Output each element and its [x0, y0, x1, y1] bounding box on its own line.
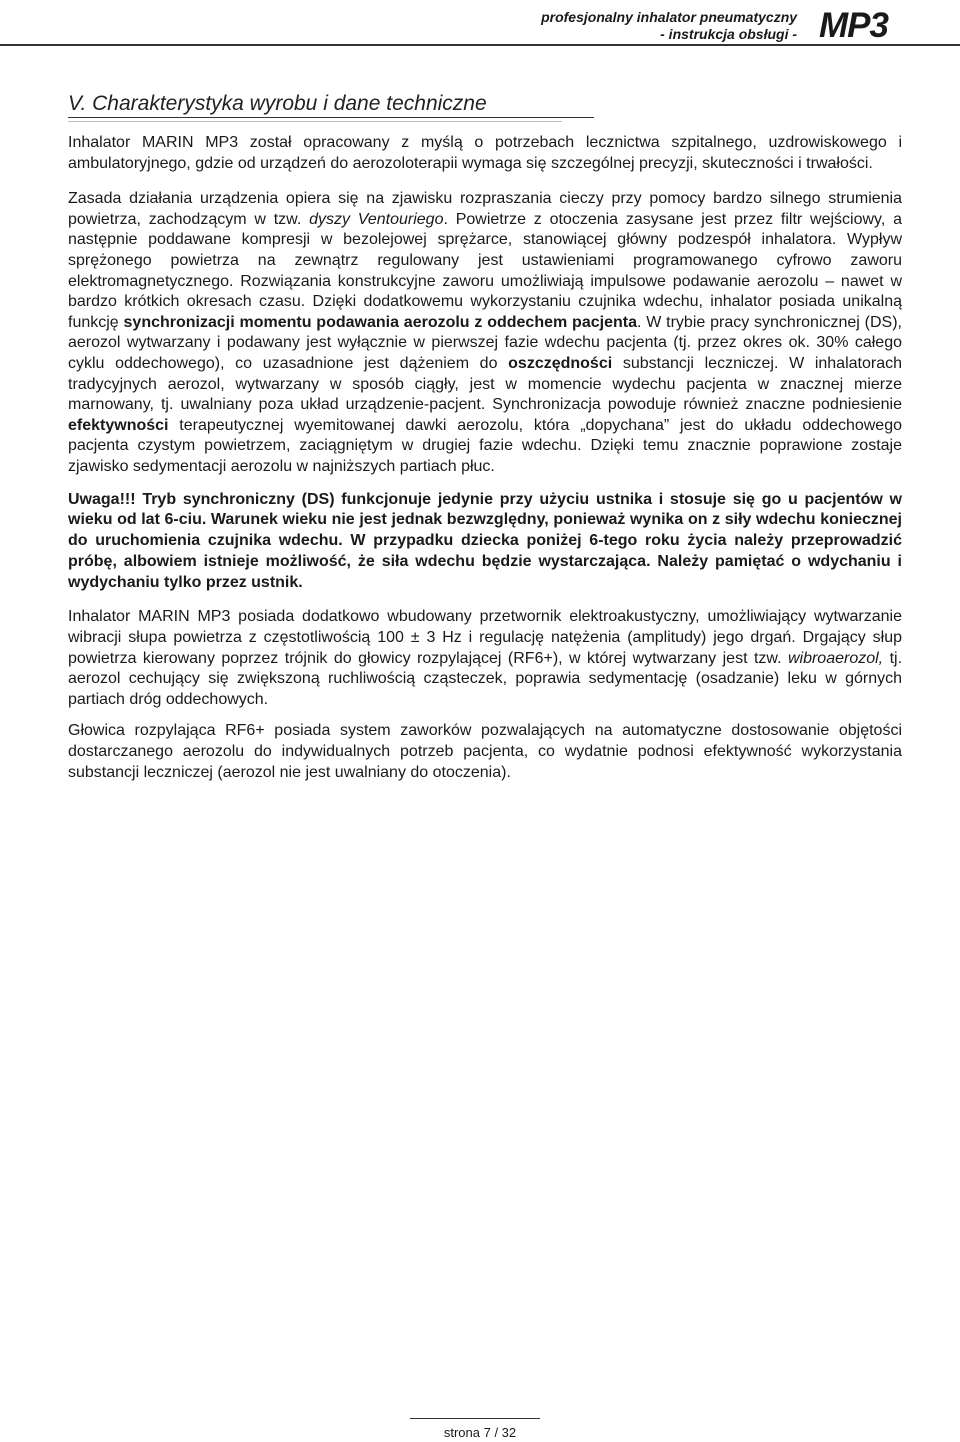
product-code: MP3: [819, 6, 888, 45]
paragraph-nebulizer-head: Głowica rozpylająca RF6+ posiada system zaworków pozwalających na automatyczne dostosowanie objętości dostarczanego aerozolu do indywidualnych potrzeb pacjenta, co wydatnie podnosi efektywność wykorzystania substancji leczniczej (aerozol nie jest uwalniany do otoczenia).: [68, 722, 902, 781]
bold-term: oszczędności: [508, 354, 613, 372]
bold-term: synchronizacji momentu podawania aerozolu z oddechem pacjenta: [123, 313, 637, 331]
page-header: [541, 6, 888, 46]
italic-term: wibroaerozol,: [787, 649, 884, 667]
header-line-1: profesjonalny inhalator pneumatyczny: [541, 9, 798, 25]
page-number: strona 7 / 32: [443, 1425, 517, 1440]
text-span: terapeutycznej wyemitowanej dawki aerozolu, która „dopychana” jest do układu oddechowego pacjenta czystym powietrzem, zaciągniętym w drugiej fazie wdechu. Dzięki temu znacznie poprawione zostaje zjawisko sedymentacji aerozolu w najniższych partiach płuc.: [68, 416, 902, 475]
paragraph-vibration: [68, 607, 902, 710]
header-line-2: - instrukcja obsługi -: [660, 26, 798, 42]
section-title: V. Charakterystyka wyrobu i dane techniczne: [68, 92, 594, 118]
title-divider: [68, 121, 562, 122]
footer-divider: [410, 1418, 540, 1419]
warning-paragraph: Uwaga!!! Tryb synchroniczny (DS) funkcjonuje jedynie przy użyciu ustnika i stosuje się go u pacjentów w wieku od lat 6-ciu. Warunek wieku nie jest jednak bezwzględny, ponieważ wynika on z siły wdechu koniecznej do uruchomienia czujnika wdechu. W przypadku dziecka poniżej 6-tego roku życia należy przeprowadzić próbę, albowiem istnieje możliwość, że siła wdechu będzie wystarczająca. Należy pamiętać o wdychaniu i wydychaniu tylko przez ustnik.: [68, 490, 902, 591]
text-span: substancji leczniczej. W inhalatorach tradycyjnych aerozol, wytwarzany w sposób ciągły, jest w momencie wydechu pacjenta w znacznej mierze marnowany, tj. uwalniany poza układ urządzenie-pacjent. Synchronizacja powoduje również znaczne podniesienie: [68, 354, 902, 414]
italic-term: dyszy Ventouriego: [309, 210, 444, 228]
text-span: . W trybie pracy synchronicznej (DS), aerozol wytwarzany i podawany jest wyłącznie w pierwszej fazie wdechu pacjenta (tj. przez okres ok. 30% całego cyklu oddechowego), co uzasadnione jest dążeniem do: [68, 313, 903, 372]
text-span: . Powietrze z otoczenia zasysane jest przez filtr wejściowy, a następnie poddawane kompresji w bezolejowej sprężarce, stanowiącej główny podzespół inhalatora. Wypływ sprężonego powietrza na zewnątrz regulowany jest ustawieniami programowanego cyfrowo zaworu elektromagnetycznego. Rozwiązania konstrukcyjne zaworu umożliwiają impulsowe podawanie aerozolu – nawet w bardzo krótkich okresach czasu. Dzięki dodatkowemu wykorzystaniu czujnika wdechu, inhalator posiada unikalną funkcję: [68, 210, 903, 331]
bold-term: efektywności: [68, 416, 169, 434]
paragraph-principle: [68, 189, 902, 477]
paragraph-intro: Inhalator MARIN MP3 został opracowany z myślą o potrzebach lecznictwa szpitalnego, uzdrowiskowego i ambulatoryjnego, gdzie od urządzeń do aerozoloterapii wymaga się szczególnej precyzji, skuteczności i trwałości.: [68, 134, 902, 172]
text-span: Inhalator MARIN MP3 posiada dodatkowo wbudowany przetwornik elektroakustyczny, umożliwiający wytwarzanie wibracji słupa powietrza z częstotliwością 100 ± 3 Hz i regulację natężenia (amplitudy) jego drgań. Drgający słup powietrza kierowany poprzez trójnik do głowicy rozpylającej (RF6+), w której wytwarzany jest tzw.: [68, 608, 902, 667]
text-span: tj. aerozol cechujący się zwiększoną ruchliwością cząsteczek, poprawia sedymentację (osadzanie) leku w górnych partiach dróg oddechowych.: [68, 649, 903, 708]
header-subtitle: [541, 9, 797, 43]
text-span: Zasada działania urządzenia opiera się na zjawisku rozpraszania cieczy przy pomocy bardzo silnego strumienia powietrza, zachodzącym w tzw.: [68, 190, 902, 228]
document-body: [68, 133, 902, 783]
header-divider: [0, 44, 960, 46]
